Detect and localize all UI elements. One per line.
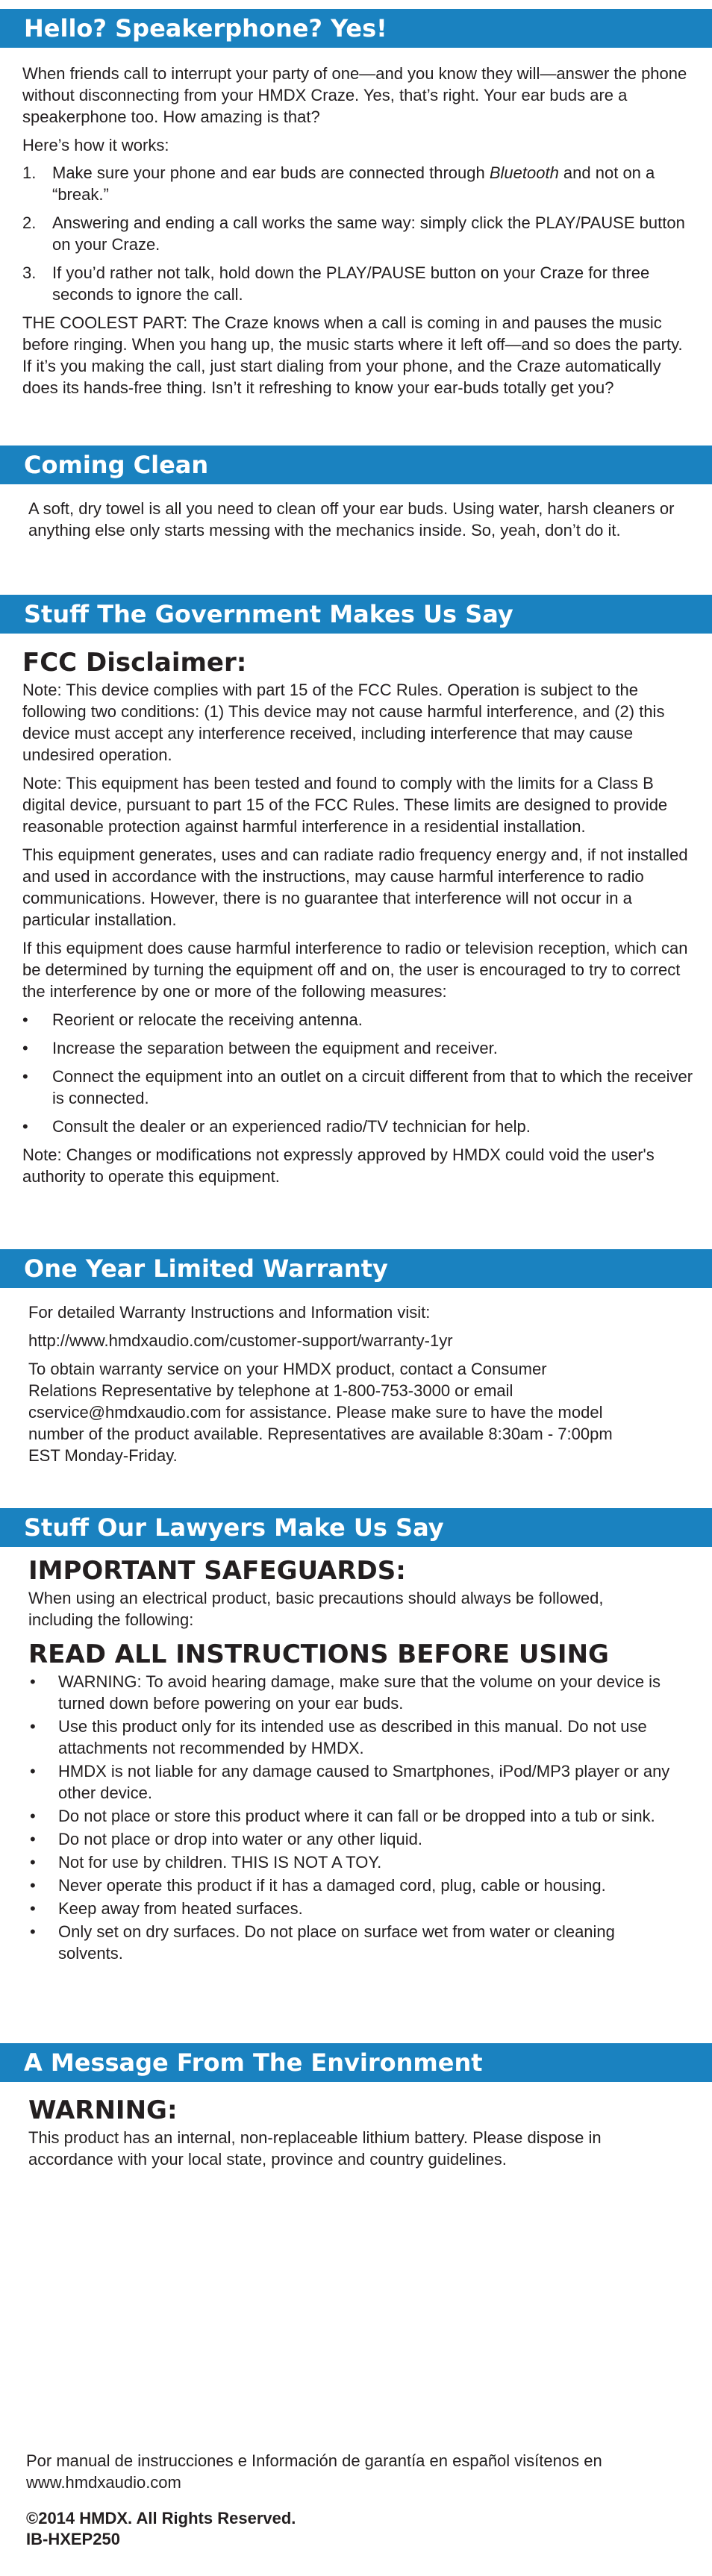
list-item: • Increase the separation between the equipment and receiver.	[22, 1037, 699, 1059]
fcc-measures-list	[22, 1009, 699, 1137]
list-item: • Use this product only for its intended use as described in this manual. Do not use attachments not recommended by HMDX.	[28, 1716, 670, 1759]
read-instructions-title: READ ALL INSTRUCTIONS BEFORE USING	[28, 1639, 609, 1669]
section-environment	[28, 2095, 685, 2177]
step-text: If you’d rather not talk, hold down the PLAY/PAUSE button on your Craze for three seconds to ignore the call.	[52, 263, 650, 304]
step-number: 1.	[22, 163, 37, 182]
list-item: • Not for use by children. THIS IS NOT A TOY.	[28, 1851, 670, 1873]
clean-text: A soft, dry towel is all you need to clean off your ear buds. Using water, harsh cleaners or anything else only starts messing with the mechanics inside. So, yeah, don’t do it.	[28, 499, 675, 540]
list-item: • Consult the dealer or an experienced radio/TV technician for help.	[22, 1116, 699, 1137]
copyright: ©2014 HMDX. All Rights Reserved.	[26, 2509, 296, 2527]
list-item: • Do not place or store this product where it can fall or be dropped into a tub or sink.	[28, 1805, 670, 1827]
step-text: Answering and ending a call works the same way: simply click the PLAY/PAUSE button on your Craze.	[52, 213, 685, 254]
step-number: 3.	[22, 263, 37, 282]
section-warranty	[28, 1301, 618, 1473]
section-government	[22, 648, 699, 1194]
fcc-title: FCC Disclaimer:	[22, 648, 247, 678]
environment-text: This product has an internal, non-replaceable lithium battery. Please dispose in accordance with your local state, province and country guidelines.	[28, 2128, 602, 2169]
warranty-intro: For detailed Warranty Instructions and Information visit:	[28, 1303, 431, 1322]
list-item: • Do not place or drop into water or any other liquid.	[28, 1828, 670, 1850]
list-item: • HMDX is not liable for any damage caused to Smartphones, iPod/MP3 player or any other device.	[28, 1760, 670, 1804]
fcc-closing: Note: Changes or modifications not expressly approved by HMDX could void the user's authority to operate this equipment.	[22, 1145, 655, 1186]
list-item: • Connect the equipment into an outlet on a circuit different from that to which the receiver is connected.	[22, 1066, 699, 1109]
spanish-note: Por manual de instrucciones e Información de garantía en español visítenos en www.hmdxaudio.com	[26, 2451, 602, 2492]
fcc-paragraph: Note: This equipment has been tested and found to comply with the limits for a Class B digital device, pursuant to part 15 of the FCC Rules. These limits are designed to provide reasonable protection against harmful interference in a residential installation.	[22, 774, 668, 836]
step-item	[22, 262, 694, 305]
section-lawyers	[28, 1556, 670, 1970]
list-item: • Reorient or relocate the receiving antenna.	[22, 1009, 699, 1031]
section-heading-speakerphone: Hello? Speakerphone? Yes!	[0, 9, 712, 48]
list-item: • Keep away from heated surfaces.	[28, 1898, 670, 1919]
step-text: Make sure your phone and ear buds are connected through	[52, 163, 490, 182]
section-heading-warranty: One Year Limited Warranty	[0, 1249, 712, 1288]
safeguards-title: IMPORTANT SAFEGUARDS:	[28, 1556, 406, 1586]
fcc-paragraph: If this equipment does cause harmful interference to radio or television reception, which can be determined by turning the equipment off and on, the user is encouraged to try to correct the interference by one or more of the following measures:	[22, 939, 688, 1001]
fcc-paragraph: This equipment generates, uses and can radiate radio frequency energy and, if not installed and used in accordance with the instructions, may cause harmful interference to radio communications. However, there is no guarantee that interference will not occur in a particular installation.	[22, 845, 688, 929]
steps-list	[22, 162, 694, 305]
howto-label: Here’s how it works:	[22, 136, 169, 154]
safeguards-text: When using an electrical product, basic precautions should always be followed, including the following:	[28, 1589, 604, 1629]
step-item	[22, 212, 694, 255]
step-item	[22, 162, 694, 205]
step-number: 2.	[22, 213, 37, 232]
fcc-paragraph: Note: This device complies with part 15 of the FCC Rules. Operation is subject to the following two conditions: (1) This device may not cause harmful interference, and (2) this device must accept any interference received, including interference that may cause undesired operation.	[22, 681, 665, 764]
coolest-part: THE COOLEST PART: The Craze knows when a call is coming in and pauses the music before ringing. When you hang up, the music starts where it left off—and so does the party. If it’s you making the call, just start dialing from your phone, and the Craze automatically does its hands-free thing. Isn’t it refreshing to know your ear-buds totally get you?	[22, 313, 683, 397]
section-heading-government: Stuff The Government Makes Us Say	[0, 595, 712, 634]
list-item: • Only set on dry surfaces. Do not place on surface wet from water or cleaning solvents.	[28, 1921, 670, 1964]
step-italic-bluetooth: Bluetooth	[489, 163, 559, 182]
section-heading-lawyers: Stuff Our Lawyers Make Us Say	[0, 1508, 712, 1547]
list-item: • Never operate this product if it has a damaged cord, plug, cable or housing.	[28, 1875, 670, 1896]
warranty-url-link[interactable]: http://www.hmdxaudio.com/customer-support/warranty-1yr	[28, 1331, 453, 1350]
section-speakerphone	[22, 63, 694, 405]
warranty-service-text: To obtain warranty service on your HMDX product, contact a Consumer Relations Representative by telephone at 1-800-753-3000 or email cservice@hmdxaudio.com for assistance. Please make sure to have the model number of the product available. Representatives are available 8:30am - 7:00pm EST Monday-Friday.	[28, 1360, 613, 1465]
footer	[26, 2450, 683, 2550]
document-code: IB-HXEP250	[26, 2530, 120, 2548]
step-text-end: and not on a “break.”	[52, 163, 655, 204]
speakerphone-intro: When friends call to interrupt your party of one—and you know they will—answer the phone without disconnecting from your HMDX Craze. Yes, that’s right. Your ear buds are a speakerphone too. How amazing is that?	[22, 64, 687, 126]
section-heading-clean: Coming Clean	[0, 446, 712, 484]
safeguards-list	[28, 1671, 670, 1964]
list-item: • WARNING: To avoid hearing damage, make sure that the volume on your device is turned down before powering on your ear buds.	[28, 1671, 670, 1714]
section-clean	[28, 498, 693, 548]
environment-warning-title: WARNING:	[28, 2095, 178, 2125]
section-heading-environment: A Message From The Environment	[0, 2043, 712, 2082]
